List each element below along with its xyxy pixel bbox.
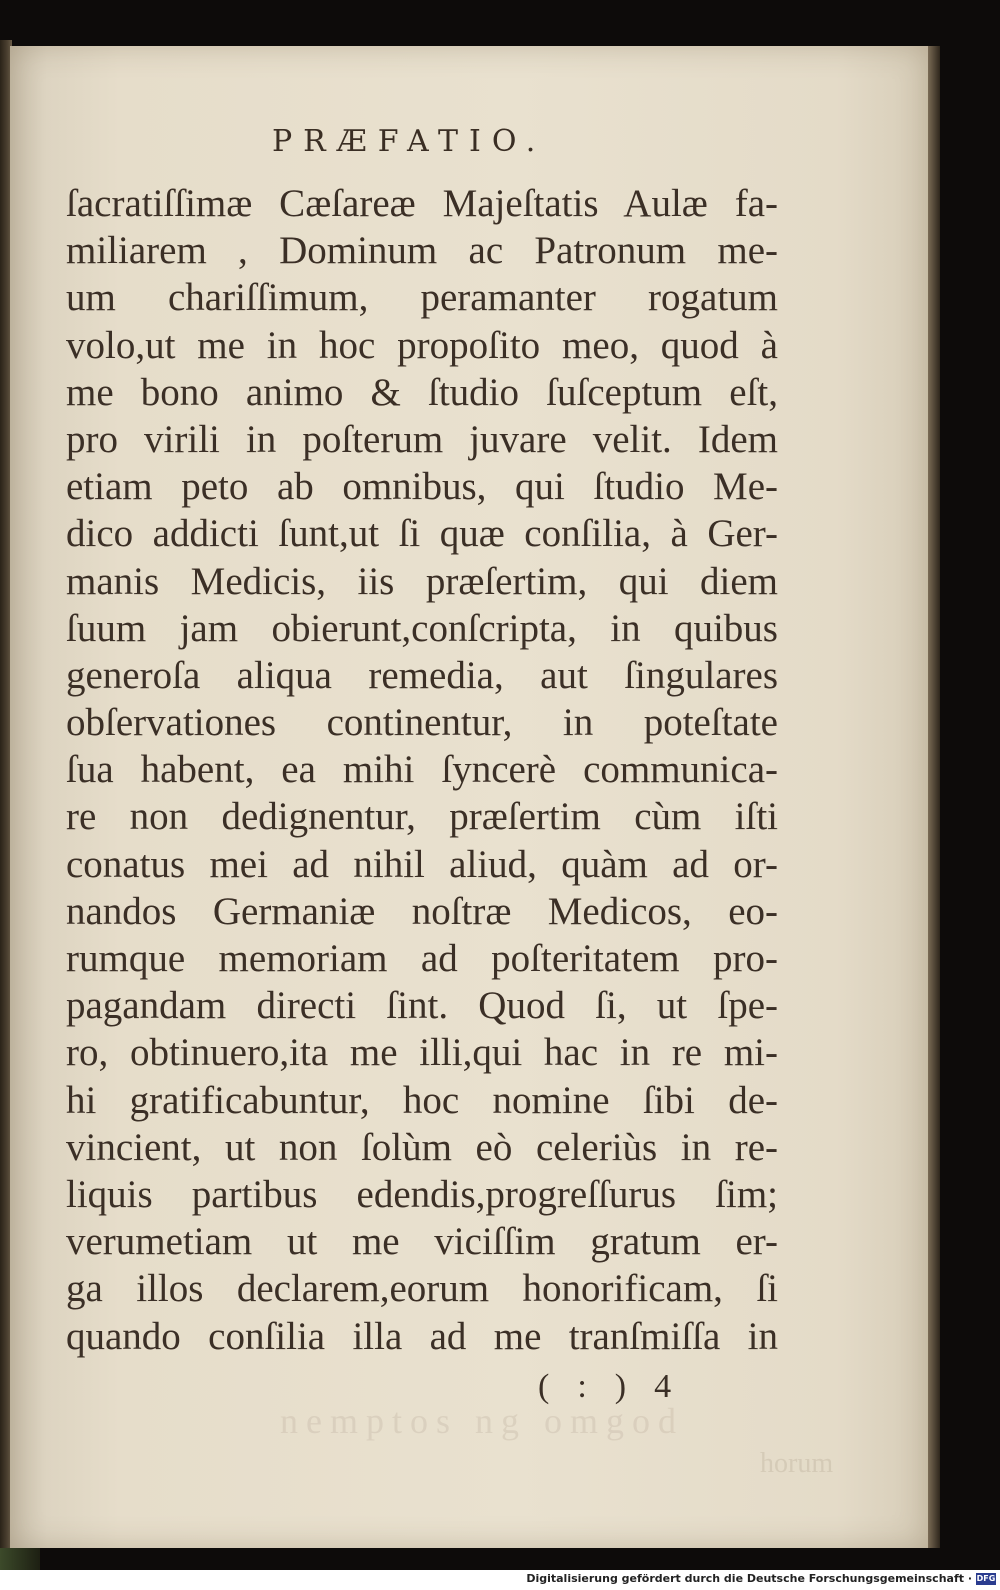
text-line: obſervationes continentur, in poteſtate — [66, 701, 778, 745]
show-through-text: nemptos ng omgod — [280, 1401, 684, 1441]
text-line: re non dedignentur, præſertim cùm iſti — [66, 795, 778, 839]
text-line: um chariſſimum, peramanter rogatum — [66, 276, 778, 320]
text-line: generoſa aliqua remedia, aut ſingulares — [66, 653, 778, 697]
show-through-text: horum — [760, 1448, 834, 1479]
text-line: miliarem , Dominum ac Patronum me- — [66, 229, 778, 273]
text-line: ſacratiſſimæ Cæſareæ Majeſtatis Aulæ fa- — [66, 182, 778, 225]
text-line: ga illos declarem,eorum honorificam, ſi — [66, 1267, 778, 1311]
dfg-logo: DFG — [976, 1574, 996, 1583]
color-target-corner — [0, 1548, 40, 1570]
running-title: PRÆFATIO. — [272, 124, 547, 159]
text-line: conatus mei ad nihil aliud, quàm ad or- — [66, 842, 778, 886]
text-line: verumetiam ut me viciſſim gratum er- — [66, 1220, 778, 1264]
text-line: vincient, ut non ſolùm eò celeriùs in re- — [66, 1125, 778, 1169]
body-text — [66, 180, 778, 1360]
text-line: pagandam directi ſint. Quod ſi, ut ſpe- — [66, 984, 778, 1028]
text-line: volo,ut me in hoc propoſito meo, quod à — [66, 323, 778, 367]
text-line: dico addicti ſunt,ut ſi quæ conſilia, à Ger- — [66, 512, 778, 556]
funding-credit: Digitalisierung gefördert durch die Deutsche Forschungsgemeinschaft · — [526, 1572, 972, 1585]
text-line: hi gratificabuntur, hoc nomine ſibi de- — [66, 1078, 778, 1122]
text-line: manis Medicis, iis præſertim, qui diem — [66, 559, 778, 603]
page-edge — [928, 46, 940, 1548]
text-line: ro, obtinuero,ita me illi,qui hac in re mi- — [66, 1031, 778, 1075]
signature-symbol: (:) — [538, 1368, 655, 1405]
text-line: me bono animo & ſtudio ſuſceptum eſt, — [66, 370, 778, 414]
text-line: ſuum jam obierunt,conſcripta, in quibus — [66, 606, 778, 650]
text-line: liquis partibus edendis,progreſſurus ſim; — [66, 1172, 778, 1216]
text-line: etiam peto ab omnibus, qui ſtudio Me- — [66, 465, 778, 509]
signature-mark — [538, 1368, 699, 1406]
text-line: nandos Germaniæ noſtræ Medicos, eo- — [66, 889, 778, 933]
text-line: rumque memoriam ad poſteritatem pro- — [66, 937, 778, 980]
text-line: pro virili in poſterum juvare velit. Idem — [66, 417, 778, 461]
signature-number: 4 — [654, 1368, 700, 1405]
text-line: ſua habent, ea mihi ſyncerè communica- — [66, 748, 778, 792]
text-line: quando conſilia illa ad me tranſmiſſa in — [66, 1314, 778, 1358]
